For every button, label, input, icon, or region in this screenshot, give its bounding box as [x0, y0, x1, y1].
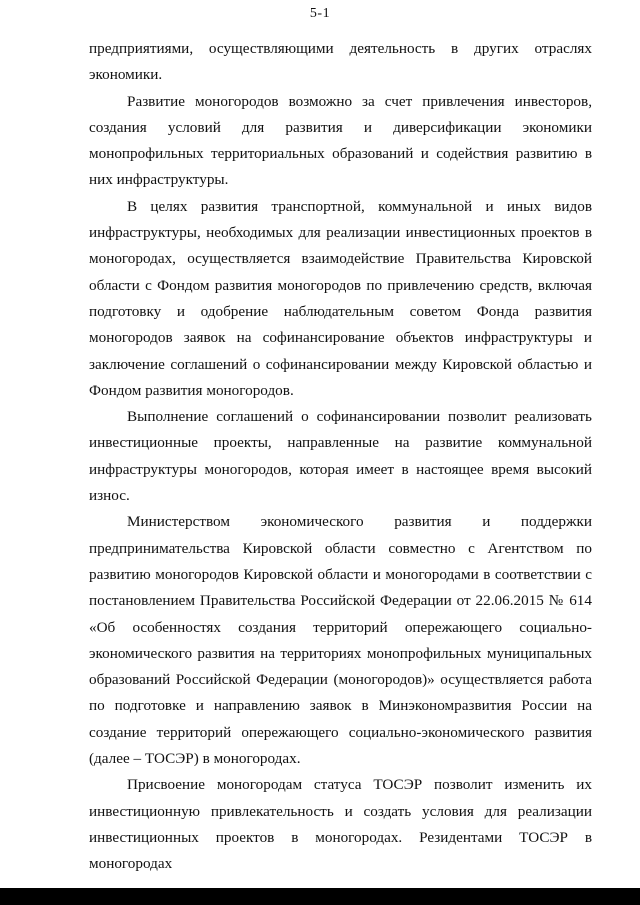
paragraph-continuation: предприятиями, осуществляющими деятельность в других отраслях экономики.: [89, 40, 592, 84]
document-body: [89, 36, 592, 878]
paragraph-tosed-status: Присвоение моногородам статуса ТОСЭР позволит изменить их инвестиционную привлекательность и создать условия для реализации инвестиционных проектов в моногородах. Резидентами ТОСЭР в моногородах: [89, 776, 592, 873]
scan-bottom-edge: [0, 888, 640, 905]
paragraph-monotowns-development: Развитие моногородов возможно за счет привлечения инвесторов, создания условий для развития и диверсификации экономики монопрофильных территориальных образований и содействия развитию в них инфраструктуры.: [89, 92, 592, 189]
paragraph-infrastructure-cofinancing: В целях развития транспортной, коммунальной и иных видов инфраструктуры, необходимых для реализации инвестиционных проектов в моногородах, осуществляется взаимодействие Правительства Кировской области с Фондом развития моногородов по привлечению средств, включая подготовку и одобрение наблюдательным советом Фонда развития моногородов заявок на софинансирование объектов инфраструктуры и заключение соглашений о софинансировании между Кировской областью и Фондом развития моногородов.: [89, 197, 592, 399]
paragraph-ministry-tosed: Министерством экономического развития и поддержки предпринимательства Кировской области совместно с Агентством по развитию моногородов Кировской области и моногородами в соответствии с постановлением Правительства Российской Федерации от 22.06.2015 № 614 «Об особенностях создания территорий опережающего социально-экономического развития на территориях монопрофильных муниципальных образований Российской Федерации (моногородов)» осуществляется работа по подготовке и направлению заявок в Минэкономразвития России на создание территорий опережающего социально-экономического развития (далее – ТОСЭР) в моногородах.: [89, 513, 592, 768]
paragraph-agreements-execution: Выполнение соглашений о софинансировании позволит реализовать инвестиционные проекты, направленные на развитие коммунальной инфраструктуры моногородов, которая имеет в настоящее время высокий износ.: [89, 408, 592, 505]
page-number: 5-1: [309, 6, 331, 21]
